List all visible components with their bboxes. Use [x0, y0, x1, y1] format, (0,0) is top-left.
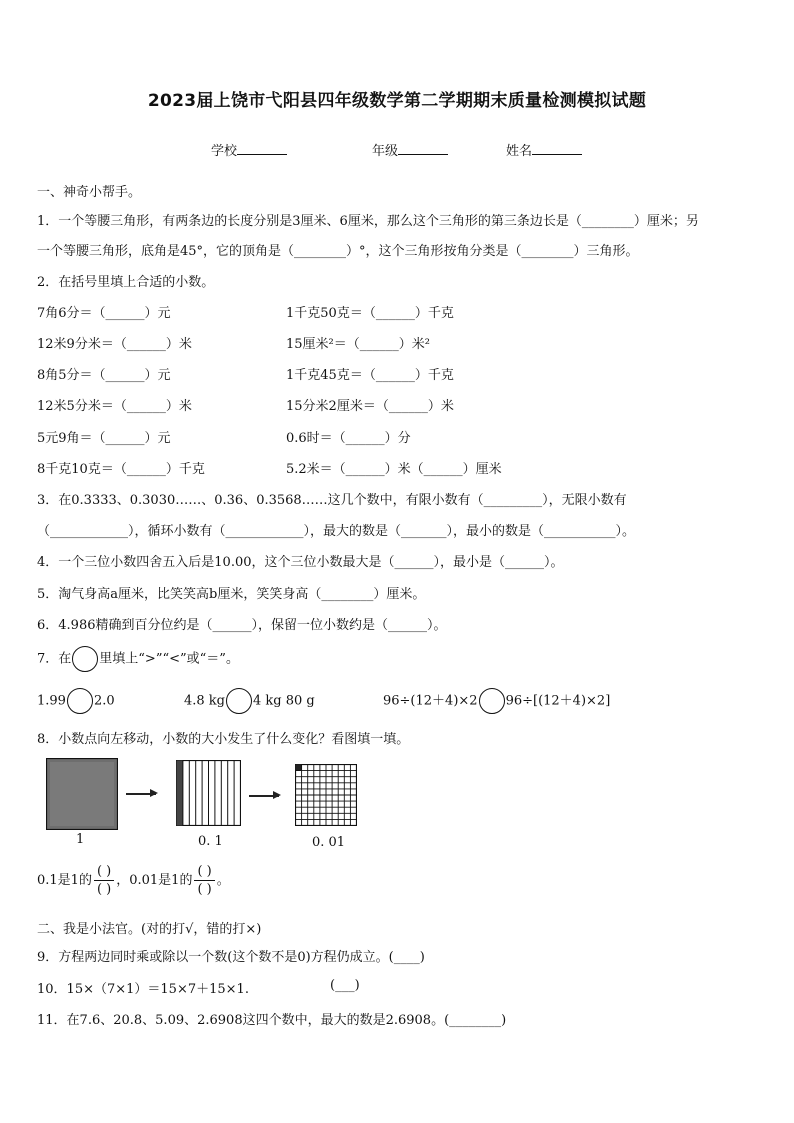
fraction-blank-2[interactable]: [194, 864, 214, 897]
whole-square-figure: [46, 758, 118, 830]
grade-blank[interactable]: [398, 142, 448, 155]
label-one-tenth: 0. 1: [198, 834, 223, 849]
q8-answer-line: [37, 864, 230, 897]
q8-answer-b: ，0.01是1的: [116, 873, 193, 888]
q2-row-2-right: 15厘米²＝（______）米²: [286, 337, 430, 352]
grade-field: [372, 140, 448, 159]
question-4: 4．一个三位小数四舍五入后是10.00，这个三位小数最大是（______），最小是（______）。: [37, 555, 564, 570]
question-3-line1: 3．在0.3333、0.3030……、0.36、0.3568……这几个数中，有限小数有（_________），无限小数有: [37, 493, 627, 508]
question-1-line1: 1．一个等腰三角形，有两条边的长度分别是3厘米、6厘米，那么这个三角形的第三条边长是（________）厘米；另: [37, 214, 699, 229]
question-9: 9．方程两边同时乘或除以一个数(这个数不是0)方程仍成立。(____): [37, 950, 425, 965]
question-1-line2: 一个等腰三角形，底角是45°，它的顶角是（________）°，这个三角形按角分类是（________）三角形。: [37, 244, 639, 259]
q2-row-3-left: 8角5分＝（______）元: [37, 368, 171, 383]
q2-row-1-left: 7角6分＝（______）元: [37, 306, 171, 321]
q2-row-2-left: 12米9分米＝（______）米: [37, 337, 192, 352]
question-2-intro: 2．在括号里填上合适的小数。: [37, 275, 215, 290]
q2-row-4-right: 15分米2厘米＝（______）米: [286, 399, 454, 414]
compare-circle-1[interactable]: [67, 688, 93, 714]
fraction-blank-1[interactable]: [94, 864, 114, 897]
grade-label: 年级: [372, 144, 399, 159]
q2-row-1-right: 1千克50克＝（______）千克: [286, 306, 454, 321]
q7-prefix: 7．在: [37, 651, 72, 667]
q7-item-1: [37, 688, 115, 714]
school-blank[interactable]: [237, 142, 287, 155]
q2-row-6-right: 5.2米＝（______）米（______）厘米: [286, 462, 502, 477]
question-7: [37, 646, 239, 672]
q7-item-3-right: 96÷[(12＋4)×2]: [505, 693, 611, 709]
q2-row-4-left: 12米5分米＝（______）米: [37, 399, 192, 414]
right-arrow-icon: [126, 793, 156, 795]
fraction-numerator: ( ): [94, 864, 114, 881]
right-arrow-icon-2: [249, 795, 279, 797]
q7-item-1-left: 1.99: [37, 693, 66, 709]
q7-item-2-right: 4 kg 80 g: [253, 693, 315, 709]
q7-item-2-left: 4.8 kg: [184, 693, 226, 709]
question-3-line2: （____________），循环小数有（____________），最大的数是（_______），最小的数是（___________）。: [37, 524, 636, 539]
fraction-denominator: ( ): [197, 882, 212, 897]
q7-item-1-right: 2.0: [93, 693, 115, 709]
fraction-numerator: ( ): [194, 864, 214, 881]
question-10-blank[interactable]: (___): [330, 978, 360, 993]
question-6: 6．4.986精确到百分位约是（______），保留一位小数约是（______）。: [37, 618, 447, 633]
q2-row-5-right: 0.6时＝（______）分: [286, 431, 411, 446]
circle-icon: [72, 646, 98, 672]
fraction-denominator: ( ): [96, 882, 112, 897]
compare-circle-3[interactable]: [479, 688, 505, 714]
school-label: 学校: [211, 144, 238, 159]
q2-row-5-left: 5元9角＝（______）元: [37, 431, 171, 446]
q7-item-3: [383, 688, 610, 714]
question-10: 10．15×（7×1）＝15×7＋15×1.: [37, 982, 249, 997]
q2-row-6-left: 8千克10克＝（______）千克: [37, 462, 205, 477]
section2-heading: 二、我是小法官。(对的打√，错的打×): [37, 922, 262, 937]
name-field: [506, 140, 582, 159]
compare-circle-2[interactable]: [226, 688, 252, 714]
q7-item-3-left: 96÷(12＋4)×2: [383, 693, 478, 709]
question-11: 11．在7.6、20.8、5.09、2.6908这四个数中，最大的数是2.6908。(________): [37, 1013, 507, 1028]
question-5: 5．淘气身高a厘米，比笑笑高b厘米，笑笑身高（________）厘米。: [37, 587, 426, 602]
label-one: 1: [76, 832, 85, 847]
q7-suffix: 里填上“>”“<”或“＝”。: [99, 651, 239, 667]
name-blank[interactable]: [532, 142, 582, 155]
q8-answer-c: 。: [216, 873, 230, 888]
school-field: [211, 140, 287, 159]
q8-answer-a: 0.1是1的: [37, 873, 92, 888]
section1-heading: 一、神奇小帮手。: [37, 185, 142, 200]
tenths-figure: [176, 760, 241, 826]
question-8: 8．小数点向左移动，小数的大小发生了什么变化？看图填一填。: [37, 732, 410, 747]
exam-title: 2023届上饶市弋阳县四年级数学第二学期期末质量检测模拟试题: [147, 91, 647, 111]
hundredths-figure: [295, 764, 357, 826]
name-label: 姓名: [506, 144, 533, 159]
label-one-hundredth: 0. 01: [312, 835, 346, 850]
q7-item-2: [184, 688, 315, 714]
q2-row-3-right: 1千克45克＝（______）千克: [286, 368, 454, 383]
